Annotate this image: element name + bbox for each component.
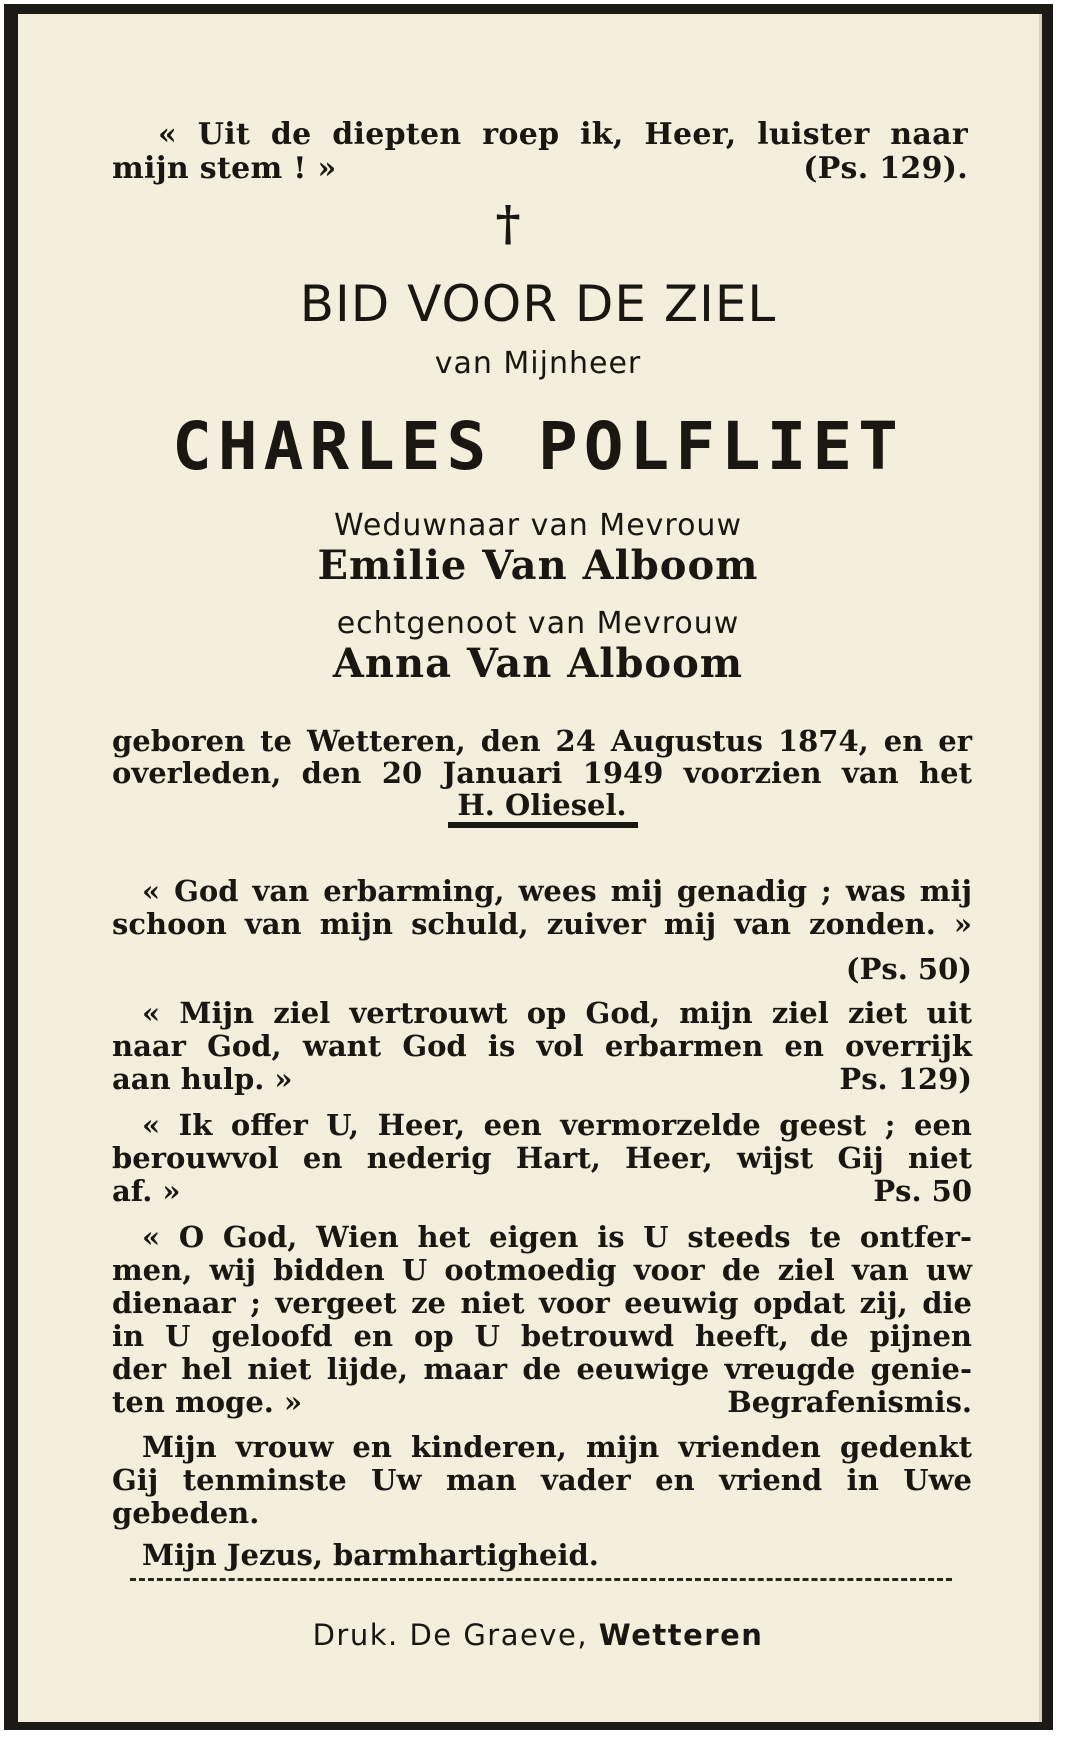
prayer-3-line-1: « Ik offer U, Heer, een vermorzelde geest ; een — [142, 1108, 972, 1142]
prayer-1-reference: (Ps. 50) — [845, 952, 972, 986]
prayer-4-line-3: dienaar ; vergeet ze niet voor eeuwig opdat zij, die — [112, 1286, 972, 1320]
prayer-2-line-1: « Mijn ziel vertrouwt op God, mijn ziel ziet uit — [142, 996, 972, 1030]
prayer-4-line-6: ten moge. » — [112, 1385, 303, 1419]
prayer-4-line-1: « O God, Wien het eigen is U steeds te ontfer- — [142, 1220, 972, 1254]
epigraph-reference: (Ps. 129). — [803, 151, 968, 186]
closing-line-3: gebeden. — [112, 1496, 260, 1530]
prayer-2-line-2: naar God, want God is vol erbarmen en overrijk — [112, 1029, 972, 1063]
first-spouse-name: Emilie Van Alboom — [317, 542, 759, 589]
printer-prefix: Druk. — [312, 1618, 399, 1652]
divider-rule — [448, 822, 638, 828]
widower-label: Weduwnaar van Mevrouw — [334, 508, 742, 543]
prayer-3-line-3: af. » — [112, 1174, 181, 1208]
prayer-2-reference: Ps. 129) — [839, 1062, 972, 1096]
printer-name: De Graeve, — [409, 1618, 589, 1652]
deceased-name: CHARLES POLFLIET — [172, 408, 904, 485]
prayer-4-line-5: der hel niet lijde, maar de eeuwige vreugde genie- — [112, 1352, 972, 1386]
memorial-card — [18, 14, 1041, 1722]
closing-final-line: Mijn Jezus, barmhartigheid. — [142, 1538, 599, 1572]
printer-city: Wetteren — [598, 1618, 764, 1652]
second-spouse-name: Anna Van Alboom — [332, 640, 744, 687]
prayer-1-line-2: schoon van mijn schuld, zuiver mij van zonden. » — [112, 907, 972, 941]
prayer-4-line-4: in U geloofd en op U betrouwd heeft, de pijnen — [112, 1319, 972, 1353]
closing-line-2: Gij tenminste Uw man vader en vriend in Uwe — [112, 1463, 972, 1497]
prayer-4-line-2: men, wij bidden U ootmoedig voor de ziel van uw — [112, 1253, 972, 1287]
prayer-1-line-1: « God van erbarming, wees mij genadig ; was mij — [142, 874, 972, 908]
intro-text: van Mijnheer — [434, 346, 642, 381]
footer-divider — [130, 1578, 952, 1581]
husband-label: echtgenoot van Mevrouw — [336, 606, 740, 641]
epigraph-line-2: mijn stem ! » — [112, 151, 337, 186]
prayer-3-reference: Ps. 50 — [873, 1174, 972, 1208]
prayer-heading: BID VOOR DE ZIEL — [299, 275, 777, 333]
prayer-2-line-3: aan hulp. » — [112, 1062, 293, 1096]
closing-line-1: Mijn vrouw en kinderen, mijn vrienden gedenkt — [142, 1430, 972, 1464]
printer-line — [118, 1618, 958, 1652]
prayer-4-reference: Begrafenismis. — [727, 1385, 972, 1419]
bio-line-3: H. Oliesel. — [457, 788, 627, 822]
bio-line-1: geboren te Wetteren, den 24 Augustus 1874, en er — [112, 724, 972, 758]
bio-line-2: overleden, den 20 Januari 1949 voorzien van het — [112, 756, 972, 790]
epigraph-line-1: « Uit de diepten roep ik, Heer, luister naar — [158, 117, 968, 152]
card-edge — [1039, 14, 1042, 1722]
prayer-3-line-2: berouwvol en nederig Hart, Heer, wijst Gij niet — [112, 1141, 972, 1175]
cross-icon: † — [495, 196, 521, 252]
